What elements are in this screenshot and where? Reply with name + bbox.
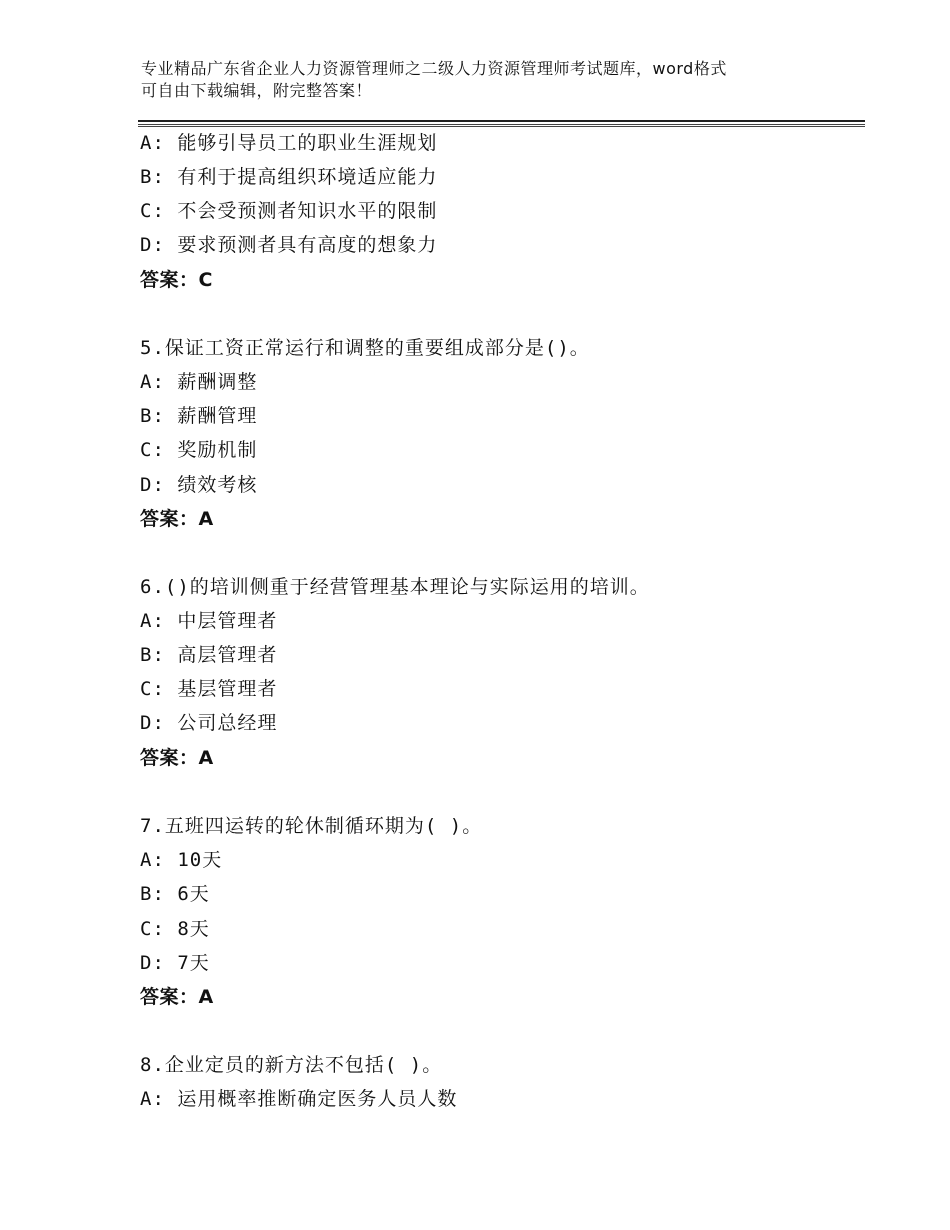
header-line-1: 专业精品广东省企业人力资源管理师之二级人力资源管理师考试题库，word格式 bbox=[141, 59, 727, 78]
q8-option-a: A: 运用概率推断确定医务人员人数 bbox=[140, 1088, 458, 1110]
q5-option-b: B: 薪酬管理 bbox=[140, 405, 258, 427]
q6-question: 6.()的培训侧重于经营管理基本理论与实际运用的培训。 bbox=[140, 576, 650, 598]
q5-option-a: A: 薪酬调整 bbox=[140, 371, 258, 393]
q4-answer: 答案：C bbox=[140, 269, 213, 291]
header-divider bbox=[138, 120, 865, 127]
q5-option-c: C: 奖励机制 bbox=[140, 439, 258, 461]
q8-question: 8.企业定员的新方法不包括( )。 bbox=[140, 1054, 443, 1076]
q4-option-a: A: 能够引导员工的职业生涯规划 bbox=[140, 132, 438, 154]
q7-option-b: B: 6天 bbox=[140, 883, 210, 905]
q7-question: 7.五班四运转的轮休制循环期为( )。 bbox=[140, 815, 483, 837]
q5-option-d: D: 绩效考核 bbox=[140, 474, 258, 496]
q6-option-a: A: 中层管理者 bbox=[140, 610, 278, 632]
q6-option-d: D: 公司总经理 bbox=[140, 712, 278, 734]
q4-option-c: C: 不会受预测者知识水平的限制 bbox=[140, 200, 438, 222]
q5-question: 5.保证工资正常运行和调整的重要组成部分是()。 bbox=[140, 337, 590, 359]
header-line-2: 可自由下载编辑，附完整答案！ bbox=[141, 81, 373, 100]
q7-answer: 答案：A bbox=[140, 986, 214, 1008]
q7-option-a: A: 10天 bbox=[140, 849, 223, 871]
q7-option-c: C: 8天 bbox=[140, 918, 210, 940]
q7-option-d: D: 7天 bbox=[140, 952, 210, 974]
document-header bbox=[141, 58, 841, 102]
q6-option-c: C: 基层管理者 bbox=[140, 678, 278, 700]
q6-option-b: B: 高层管理者 bbox=[140, 644, 278, 666]
q4-option-d: D: 要求预测者具有高度的想象力 bbox=[140, 234, 438, 256]
q6-answer: 答案：A bbox=[140, 747, 214, 769]
q4-option-b: B: 有利于提高组织环境适应能力 bbox=[140, 166, 438, 188]
q5-answer: 答案：A bbox=[140, 508, 214, 530]
